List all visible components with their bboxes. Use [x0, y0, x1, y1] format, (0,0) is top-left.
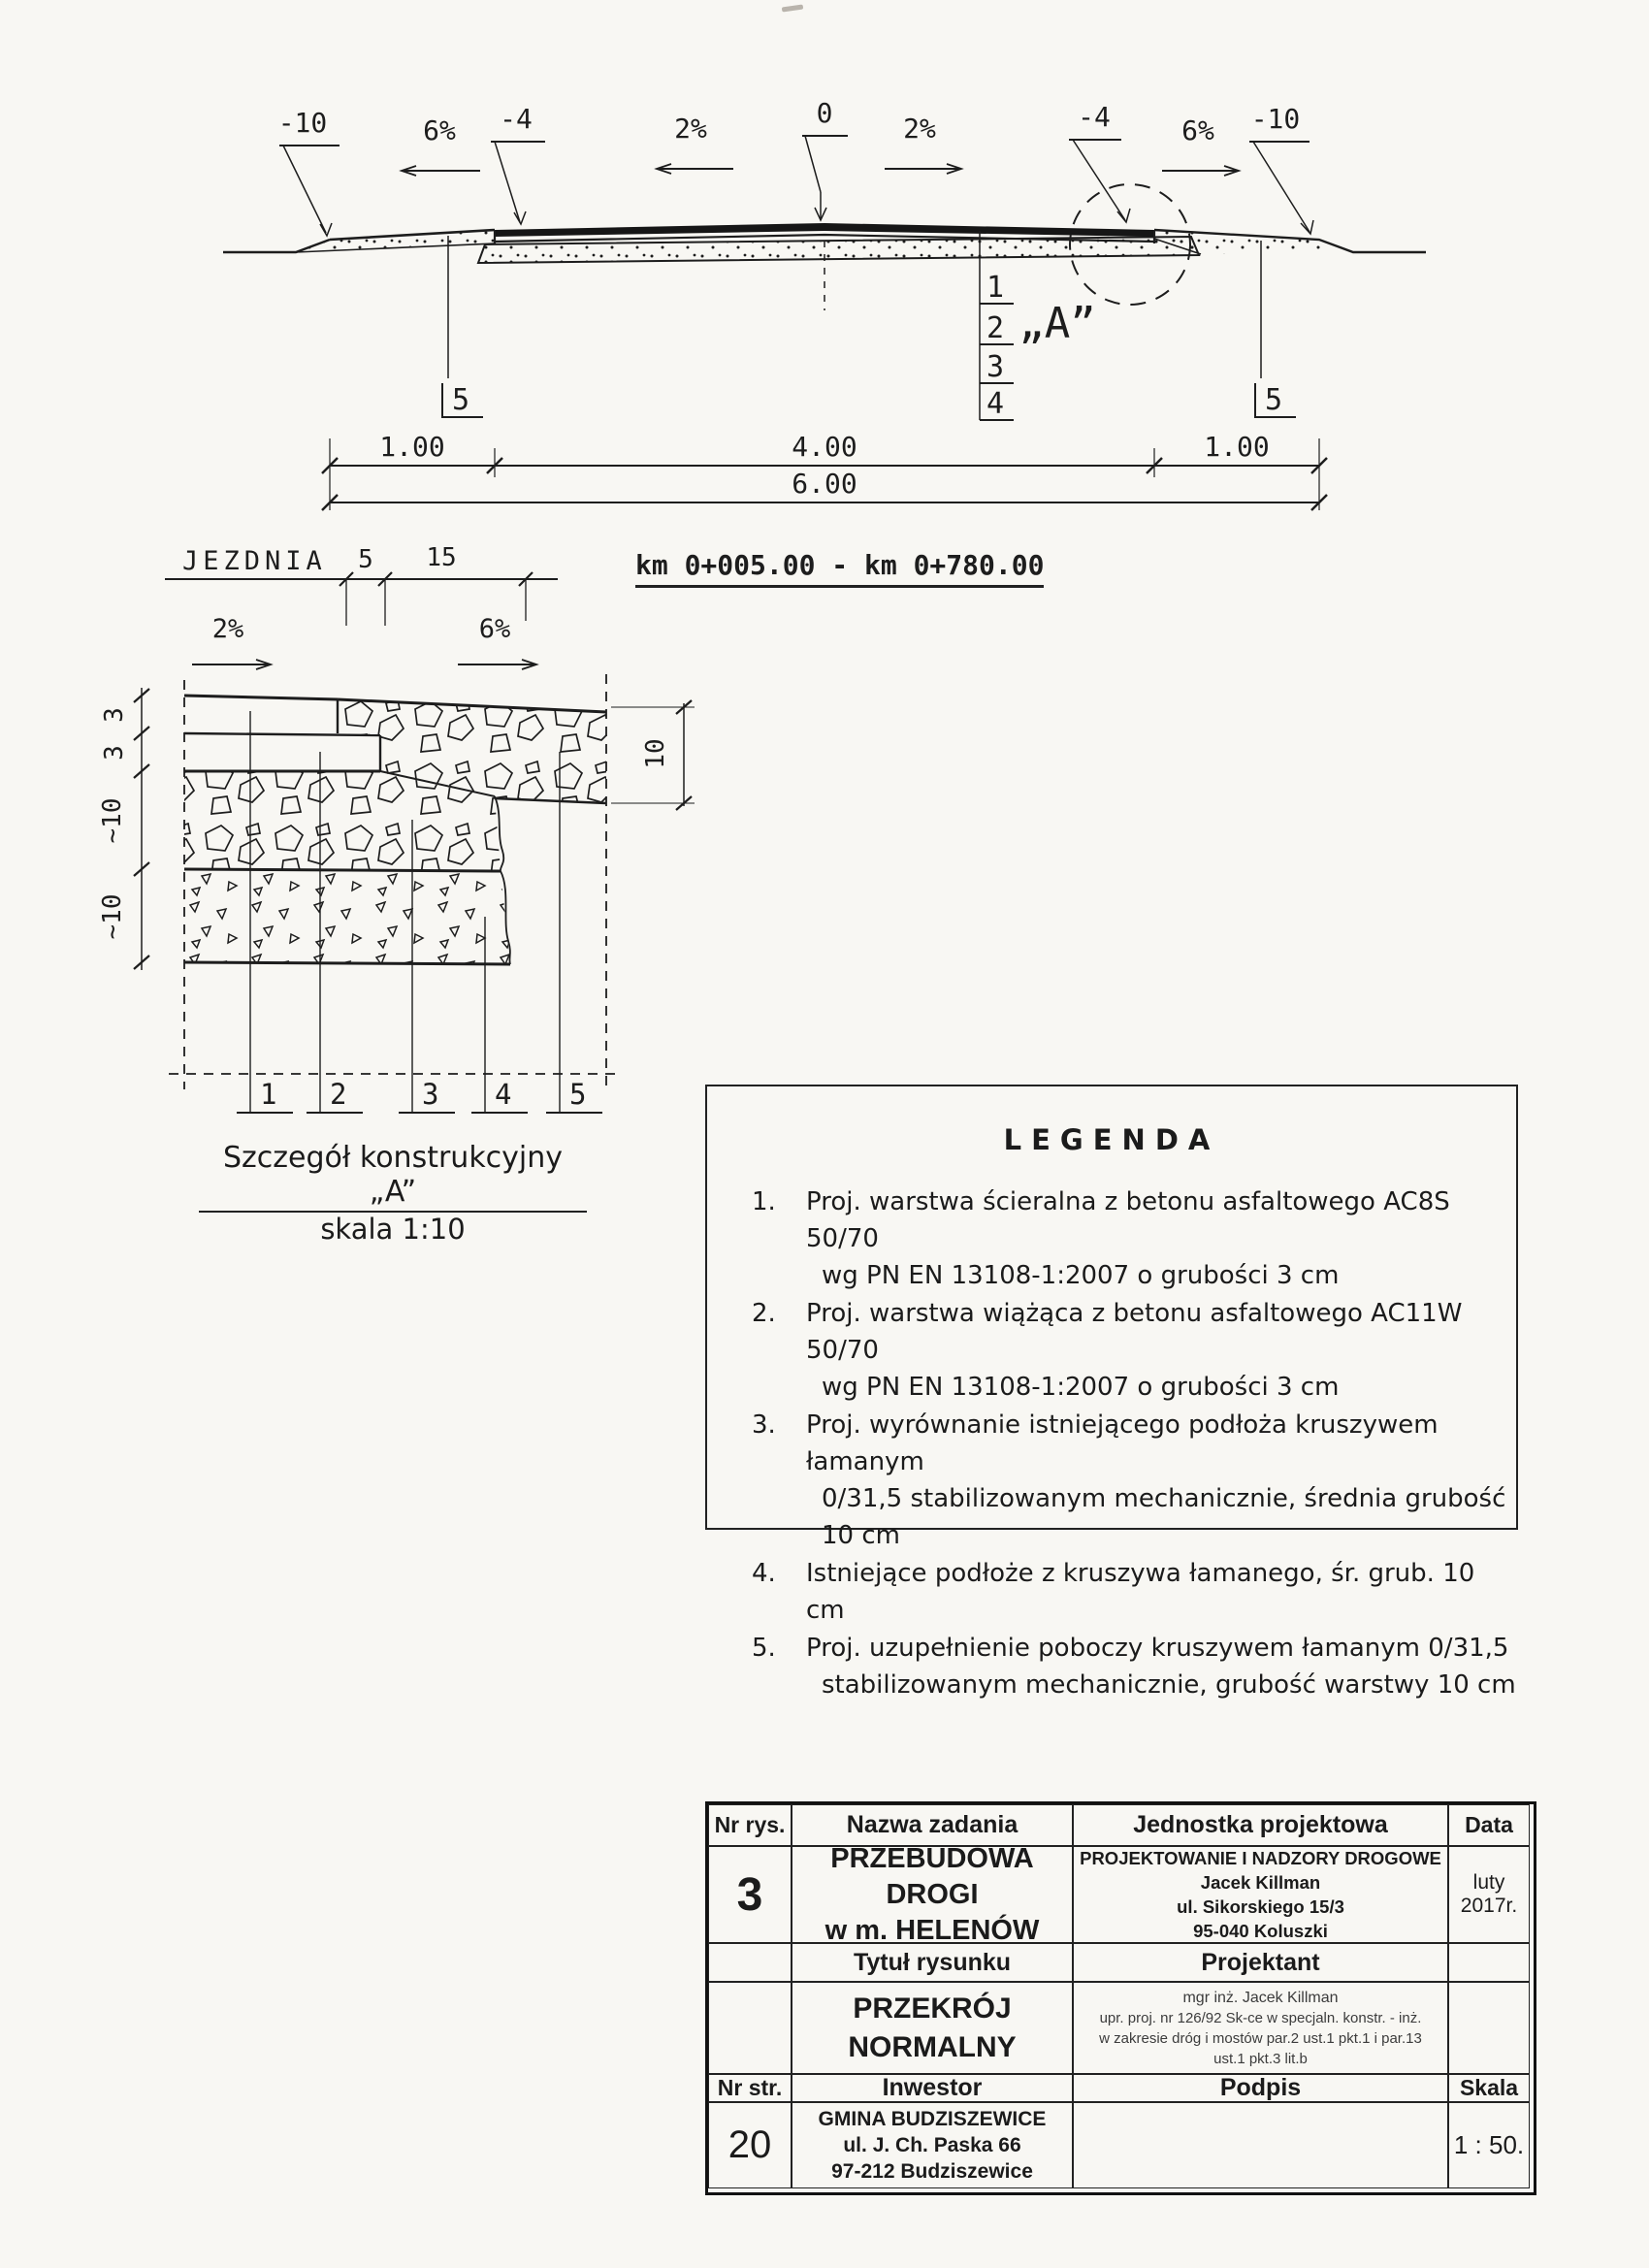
dim-label: 1.00: [1204, 431, 1270, 463]
detail-right-dim: [611, 700, 695, 810]
tb-empty-cell: [708, 1943, 792, 1982]
layer-number: 4: [986, 387, 1005, 421]
dim-label-total: 6.00: [792, 468, 857, 500]
legend-item-number: 1.: [752, 1187, 776, 1216]
elev-label-right-edge: -4: [1078, 101, 1111, 133]
tb-investor-line: GMINA BUDZISZEWICE: [818, 2108, 1047, 2130]
slope-label-right-lane: 2%: [903, 113, 936, 145]
detail-dim-label: 3: [100, 707, 129, 723]
dimension-lines: [322, 431, 1327, 510]
detail-layer-fills: [184, 700, 606, 963]
roadway-dim-large: 15: [426, 543, 457, 572]
detail-caption-scale: skala 1:10: [320, 1213, 466, 1246]
roadway-slope-lane: 2%: [211, 614, 244, 644]
tb-designer-info: [1073, 1982, 1448, 2074]
legend-item-text: Proj. uzupełnienie poboczy kruszywem łamanym 0/31,5: [806, 1634, 1509, 1663]
tb-empty-cell: [708, 1982, 792, 2074]
tb-designer-line: mgr inż. Jacek Killman: [1182, 1989, 1339, 2006]
detail-dim-label: 3: [100, 745, 129, 761]
tb-header-nazwa: Nazwa zadania: [792, 1804, 1073, 1846]
surface-lines: [223, 223, 1426, 310]
detail-callout-number: 2: [330, 1078, 347, 1111]
detail-dim-label: ~10: [98, 893, 127, 940]
dim-label: 4.00: [792, 431, 857, 463]
elev-label-right-outer: -10: [1250, 103, 1301, 135]
slope-label-left-shoulder: 6%: [423, 114, 456, 146]
detail-callout-number: 1: [260, 1078, 277, 1111]
tb-drawing-title-line: NORMALNY: [848, 2030, 1017, 2063]
legend-item-number: 4.: [752, 1559, 776, 1588]
scan-artifact: [782, 4, 803, 12]
tb-drawing-title-line: PRZEKRÓJ: [853, 1992, 1012, 2025]
detail-dim-right-label: 10: [641, 738, 670, 769]
legend-item-number: 5.: [752, 1634, 776, 1663]
roadway-label: JEZDNIA: [182, 546, 327, 576]
cross-section-drawing: [194, 78, 1436, 524]
tb-page-number: 20: [708, 2102, 792, 2188]
legend-item: [752, 1183, 1516, 1294]
detail-caption: [199, 1141, 587, 1246]
layer-number: 1: [986, 271, 1005, 305]
legend-item-text: Proj. warstwa wiążąca z betonu asfaltowego AC11W 50/70: [806, 1299, 1463, 1365]
detail-callout-number: 5: [569, 1078, 587, 1111]
tb-designer-line: w zakresie dróg i mostów par.2 ust.1 pkt.1 i par.13: [1099, 2029, 1422, 2047]
legend-item-text: wg PN EN 13108-1:2007 o grubości 3 cm: [822, 1373, 1340, 1402]
legend-item: [752, 1407, 1516, 1554]
elev-label-left-outer: -10: [277, 107, 328, 139]
tb-header-nr-rys: Nr rys.: [708, 1804, 792, 1846]
tb-header-tytul: Tytuł rysunku: [792, 1943, 1073, 1982]
tb-investor-line: 97-212 Budziszewice: [831, 2160, 1033, 2183]
legend-item-number: 3.: [752, 1410, 776, 1440]
tb-design-unit-line: 95-040 Koluszki: [1193, 1921, 1328, 1941]
tb-drawing-title: [792, 1982, 1073, 2074]
tb-header-data: Data: [1448, 1804, 1530, 1846]
legend-title: LEGENDA: [1003, 1123, 1220, 1156]
km-range-label: km 0+005.00 - km 0+780.00: [635, 549, 1044, 588]
elev-label-left-edge: -4: [500, 103, 533, 135]
detail-a-label: „A”: [1018, 299, 1096, 348]
tb-design-unit-line: PROJEKTOWANIE I NADZORY DROGOWE: [1080, 1848, 1441, 1868]
dim-label: 1.00: [379, 431, 445, 463]
legend-item: [752, 1295, 1516, 1406]
slope-label-right-shoulder: 6%: [1181, 114, 1214, 146]
detail-callout-number: 3: [422, 1078, 439, 1111]
tb-header-podpis: Podpis: [1073, 2074, 1448, 2102]
legend-box: [705, 1085, 1518, 1700]
title-block: [705, 1801, 1536, 2195]
roadway-dim-small: 5: [358, 545, 373, 574]
tb-empty-cell: [1448, 1943, 1530, 1982]
legend-item-text: 0/31,5 stabilizowanym mechanicznie, średnia grubość 10 cm: [822, 1484, 1506, 1550]
tb-header-inwestor: Inwestor: [792, 2074, 1073, 2102]
legend-item-text: wg PN EN 13108-1:2007 o grubości 3 cm: [822, 1261, 1340, 1290]
detail-callout-number: 4: [495, 1078, 512, 1111]
tb-investor: [792, 2102, 1073, 2188]
tb-design-unit-line: ul. Sikorskiego 15/3: [1177, 1896, 1344, 1917]
tb-design-unit: [1073, 1846, 1448, 1943]
detail-caption-title: Szczegół konstrukcyjny „A”: [199, 1141, 587, 1213]
layer-number: 3: [986, 350, 1005, 384]
tb-empty-cell: [1448, 1982, 1530, 2074]
shoulder-callout-left: 5: [452, 383, 470, 417]
detail-a-marker: [1018, 184, 1190, 348]
elev-label-center: 0: [816, 97, 833, 129]
tb-scale-value: 1 : 50.: [1448, 2102, 1530, 2188]
shoulder-callouts: [442, 236, 1296, 417]
tb-drawing-number: 3: [708, 1846, 792, 1943]
legend-item: [752, 1630, 1516, 1703]
layer-stack-callout: [980, 231, 1014, 421]
tb-task-name-line: PRZEBUDOWA DROGI: [830, 1846, 1034, 1910]
tb-designer-line: upr. proj. nr 126/92 Sk-ce w specjaln. konstr. - inż.: [1099, 2009, 1422, 2026]
tb-signature-cell: [1073, 2102, 1448, 2188]
slope-label-left-lane: 2%: [674, 113, 707, 145]
tb-date: luty 2017r.: [1448, 1846, 1530, 1943]
legend-list: [707, 1183, 1516, 1703]
tb-task-name-line: w m. HELENÓW: [824, 1914, 1040, 1943]
roadway-slope-shoulder: 6%: [478, 614, 511, 644]
tb-header-nr-str: Nr str.: [708, 2074, 792, 2102]
layer-number: 2: [986, 311, 1005, 345]
detail-dim-label: ~10: [98, 797, 127, 844]
legend-item-number: 2.: [752, 1299, 776, 1328]
tb-header-projektant: Projektant: [1073, 1943, 1448, 1982]
detail-a-drawing: [58, 635, 737, 1135]
tb-investor-line: ul. J. Ch. Paska 66: [843, 2134, 1021, 2156]
tb-designer-line: ust.1 pkt.3 lit.b: [1213, 2050, 1308, 2067]
legend-item-text: Proj. warstwa ścieralna z betonu asfaltowego AC8S 50/70: [806, 1187, 1450, 1253]
tb-header-skala: Skala: [1448, 2074, 1530, 2102]
tb-design-unit-line: Jacek Killman: [1200, 1872, 1321, 1893]
legend-item-text: Proj. wyrównanie istniejącego podłoża kruszywem łamanym: [806, 1410, 1439, 1476]
legend-item-text: stabilizowanym mechanicznie, grubość warstwy 10 cm: [822, 1670, 1516, 1700]
tb-header-jednostka: Jednostka projektowa: [1073, 1804, 1448, 1846]
detail-left-dims: [98, 688, 149, 970]
legend-item: [752, 1555, 1516, 1629]
shoulder-callout-right: 5: [1265, 383, 1283, 417]
tb-task-name: [792, 1846, 1073, 1943]
legend-item-text: Istniejące podłoże z kruszywa łamanego, śr. grub. 10 cm: [806, 1559, 1475, 1625]
